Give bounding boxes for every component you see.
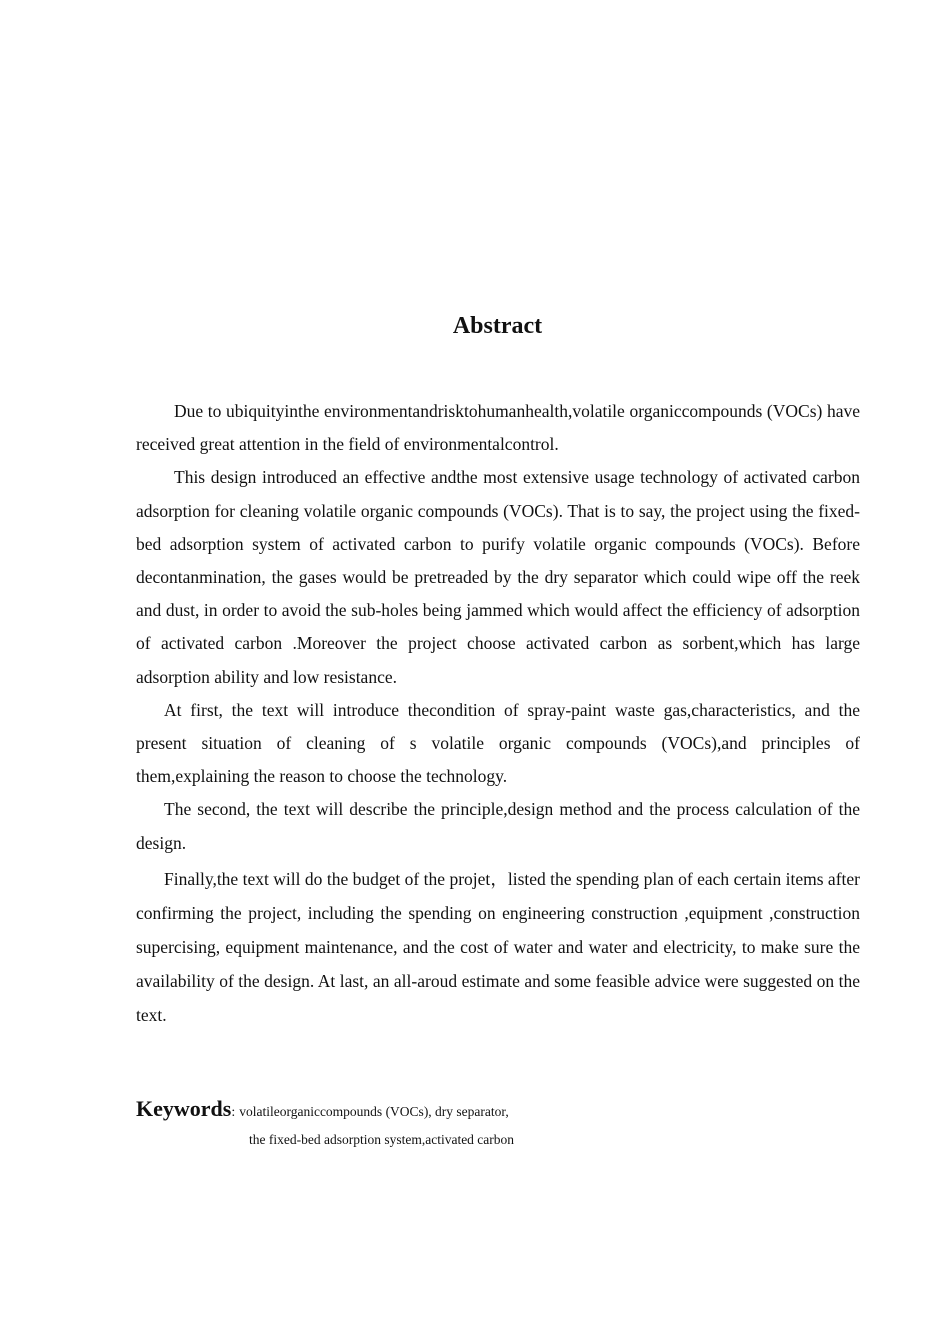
abstract-paragraph-1: Due to ubiquityinthe environmentandrisktohumanhealth,volatile organiccompounds (VOCs) have received great attention in the field of environmentalcontrol.: [136, 401, 860, 455]
keywords-line-1: volatileorganiccompounds (VOCs), dry separator,: [239, 1104, 509, 1119]
abstract-paragraph-4: The second, the text will describe the principle,design method and the process calculation of the design.: [136, 799, 860, 853]
keywords-line-2: the fixed-bed adsorption system,activated carbon: [249, 1132, 515, 1147]
abstract-paragraph-3: At first, the text will introduce thecondition of spray-paint waste gas,characteristics, and the present situation of cleaning of s volatile organic compounds (VOCs),and principles of them,explaining the reason to choose the technology.: [136, 699, 860, 787]
keywords-colon: :: [231, 1105, 236, 1120]
abstract-paragraph-2: This design introduced an effective andthe most extensive usage technology of activated carbon adsorption for cleaning volatile organic compounds (VOCs). That is to say, the project using the fixed-bed adsorption system of activated carbon to purify volatile organic compounds (VOCs). Before decontanmination, the gases would be pretreaded by the dry separator which could wipe off the reek and dust, in order to avoid the sub-holes being jammed which would affect the efficiency of adsorption of activated carbon .Moreover the project choose activated carbon as sorbent,which has large adsorption ability and low resistance.: [136, 467, 860, 687]
abstract-body: [136, 395, 860, 1032]
abstract-paragraph-5: Finally,the text will do the budget of the projet，listed the spending plan of each certain items after confirming the project, including the spending on engineering construction ,equipment ,construction supercising, equipment maintenance, and the cost of water and water and electricity, to make sure the availability of the design. At last, an all-aroud estimate and some feasible advice were suggested on the text.: [136, 868, 860, 1025]
keywords-label: Keywords: [136, 1096, 232, 1121]
keywords-section: [136, 1096, 860, 1148]
abstract-title: Abstract: [452, 313, 543, 339]
